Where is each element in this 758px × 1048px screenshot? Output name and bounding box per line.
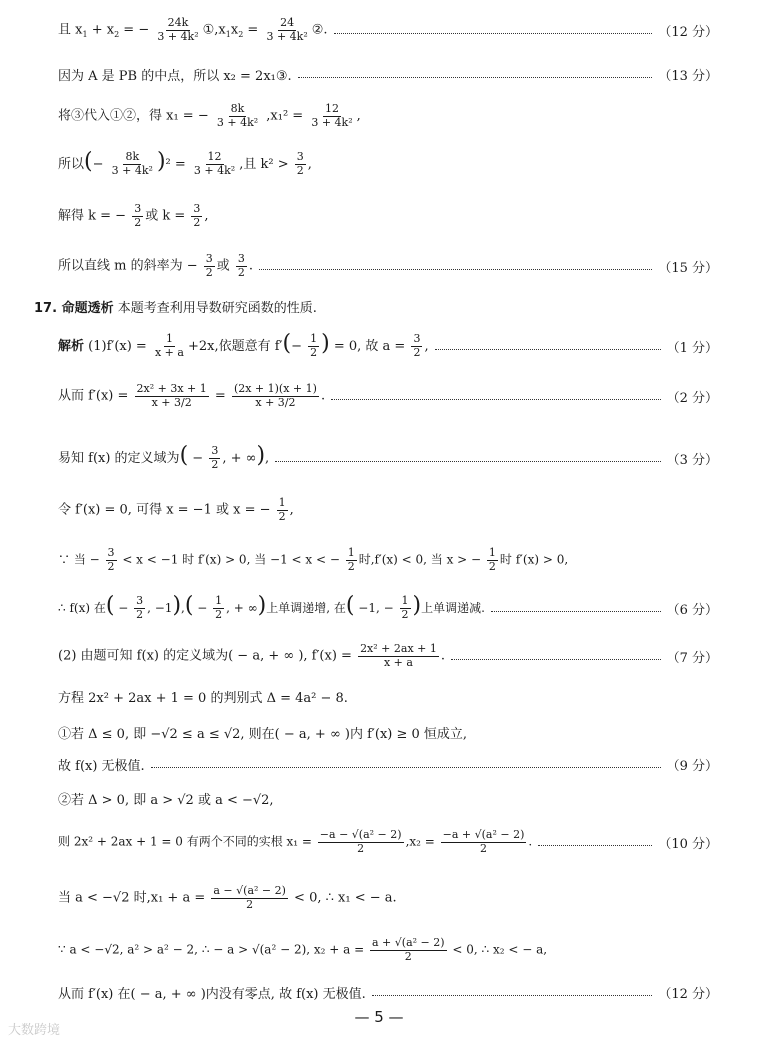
line-text: ①若 Δ ≤ 0, 即 −√2 ≤ a ≤ √2, 则在( − a, + ∞ )内 f′(x) ≥ 0 恒成立, — [58, 726, 468, 742]
solution-line-5: 解得 k = − $\frac{3}{2}$ 或 k = $\frac{3}{2}$ , — [58, 201, 209, 229]
fraction: $\frac{\text{−a + √(a² − 2)}}{2}$ — [442, 827, 525, 855]
fraction: $\frac{3}{2}$ — [193, 201, 201, 229]
dot-leader — [275, 461, 660, 462]
solution-line-3: 将③代入①②，得 x₁ = − $\frac{8k}{\text{3 + 4k²}}$ ,x₁² = $\frac{12}{\text{3 + 4k²}}$ , — [58, 101, 361, 129]
fraction: $\frac{24k}{\text{3 + 4k²}}$ — [157, 15, 199, 43]
fraction: $\frac{1}{2}$ — [310, 332, 318, 359]
watermark: 大数跨境 — [8, 1023, 61, 1038]
fraction: $\frac{3}{2}$ — [107, 545, 115, 573]
score-label: （12 分） — [658, 24, 718, 40]
text: + x — [87, 22, 115, 38]
score-label: （2 分） — [666, 390, 718, 406]
analysis-label: 解析 — [58, 338, 85, 354]
solution-line-14 — [58, 684, 718, 708]
fraction: $\frac{(2x + 1)(x + 1)}{x + 3/2}$ — [233, 381, 317, 409]
fraction: $\frac{\text{−a − √(a² − 2)}}{2}$ — [319, 827, 402, 855]
fraction: $\frac{3}{2}$ — [413, 332, 421, 359]
score-label: （6 分） — [666, 602, 718, 618]
solution-line-19: 当 a < −√2 时,x₁ + a = $\frac{\text{a − √(a² − 2)}}{2}$ < 0, ∴ x₁ < − a. — [58, 883, 397, 911]
solution-line-20: ∵ a < −√2, a² > a² − 2, ∴ − a > √(a² − 2), x₂ + a = $\frac{\text{a + √(a² − 2)}}{2}$ < 0, ∴ x₂ < − a, — [58, 935, 548, 963]
fraction: $\frac{3}{2}$ — [237, 251, 245, 279]
line-text: 因为 A 是 PB 的中点，所以 x₂ = 2x₁③. — [58, 68, 292, 84]
line-text: ②若 Δ > 0, 即 a > √2 或 a < −√2, — [58, 792, 274, 808]
subscript: 1 — [82, 30, 88, 40]
line-text: 故 f(x) 无极值. — [58, 758, 145, 774]
fraction: $\frac{\text{a − √(a² − 2)}}{2}$ — [213, 883, 286, 911]
score-label: （13 分） — [658, 68, 718, 84]
fraction: $\frac{3}{2}$ — [211, 444, 219, 471]
text: 且 x — [58, 22, 83, 38]
subscript: 2 — [114, 30, 120, 40]
solution-line-13: (2) 由题可知 f(x) 的定义域为( − a, + ∞ ), f′(x) = $\frac{\text{2x² + 2ax + 1}}{x + a}$ . （7 分） — [58, 641, 718, 669]
score-label: （9 分） — [666, 758, 718, 774]
section-title: 命题透析 — [61, 300, 114, 316]
solution-line-7: 解析 (1)f′(x) = $\frac{1}{x + a}$ +2x,依题意有 f′(− $\frac{1}{2}$ ) = 0, 故 a = $\frac{3}{2}$ , （1 分） — [58, 330, 718, 359]
text: = − — [119, 22, 154, 38]
text: ①,x — [202, 22, 226, 38]
fraction: $\frac{3}{2}$ — [296, 150, 304, 177]
score-label: （7 分） — [666, 650, 718, 666]
solution-line-4: 所以(− $\frac{8k}{\text{3 + 4k²}}$ )² = $\frac{12}{\text{3 + 4k²}}$ ,且 k² > $\frac{3}{2}$ , — [58, 148, 312, 177]
solution-line-1: 且 $x_1 + x_2$ = − $\frac{24k}{\text{3 + 4k²}}$ $①,x_1x_2$ = $\frac{24}{\text{3 + 4k²}}$ ②. （12 分） — [58, 15, 718, 43]
fraction: $\frac{\text{a + √(a² − 2)}}{2}$ — [372, 935, 445, 963]
score-label: （3 分） — [666, 452, 718, 468]
solution-line-2 — [58, 62, 718, 86]
fraction: $\frac{1}{2}$ — [347, 545, 355, 573]
solution-line-15 — [58, 720, 718, 744]
fraction: $\frac{1}{2}$ — [278, 495, 286, 523]
dot-leader — [298, 77, 653, 78]
solution-line-18: 则 2x² + 2ax + 1 = 0 有两个不同的实根 x₁ = $\frac{\text{−a − √(a² − 2)}}{2}$ ,x₂ = $\frac{\text{−a + √(a² − 2)}}{2}$ . （10 分） — [58, 827, 718, 855]
solution-line-17 — [58, 786, 718, 810]
dot-leader — [372, 995, 653, 996]
fraction: $\frac{1}{x + a}$ — [154, 332, 184, 359]
fraction: $\frac{3}{2}$ — [205, 251, 213, 279]
fraction: $\frac{1}{2}$ — [488, 545, 496, 573]
fraction: $\frac{24}{\text{3 + 4k²}}$ — [266, 15, 308, 43]
solution-line-9: 易知 f(x) 的定义域为( − $\frac{3}{2}$ , + ∞), （3 分） — [58, 442, 718, 471]
left-paren: ( — [84, 148, 93, 174]
dot-leader — [538, 845, 652, 846]
dot-leader — [151, 767, 661, 768]
right-paren: ) — [156, 148, 166, 174]
solution-line-16 — [58, 752, 718, 776]
solution-line-8: 从而 f′(x) = $\frac{\text{2x² + 3x + 1}}{x + 3/2}$ = $\frac{(2x + 1)(x + 1)}{x + 3/2}$ . （2 分） — [58, 381, 718, 409]
dot-leader — [331, 399, 661, 400]
solution-line-10: 令 f′(x) = 0, 可得 x = −1 或 x = − $\frac{1}{2}$ , — [58, 495, 294, 523]
solution-line-21 — [58, 980, 718, 1004]
fraction: $\frac{1}{2}$ — [401, 594, 409, 621]
line-text: 从而 f′(x) 在( − a, + ∞ )内没有零点, 故 f(x) 无极值. — [58, 986, 366, 1002]
dot-leader — [435, 349, 661, 350]
dot-leader — [334, 33, 653, 34]
score-label: （12 分） — [658, 986, 718, 1002]
fraction: $\frac{12}{\text{3 + 4k²}}$ — [193, 150, 236, 177]
fraction: $\frac{8k}{\text{3 + 4k²}}$ — [216, 101, 259, 129]
score-label: （1 分） — [666, 340, 718, 356]
fraction: $\frac{8k}{\text{3 + 4k²}}$ — [111, 150, 153, 177]
score-label: （15 分） — [658, 260, 718, 276]
problem-17-heading — [34, 294, 718, 318]
solution-line-12: ∴ f(x) 在( − $\frac{3}{2}$ , −1),( − $\frac{1}{2}$ , + ∞)上单调递增, 在( −1, − $\frac{1}{2}$ )上单调递减. （6 分） — [58, 592, 718, 621]
page-number: — 5 — — [354, 1008, 404, 1026]
section-text: 本题考查利用导数研究函数的性质. — [113, 300, 317, 316]
fraction: $\frac{\text{2x² + 2ax + 1}}{x + a}$ — [360, 641, 437, 669]
dot-leader — [491, 611, 661, 612]
fraction: $\frac{3}{2}$ — [134, 201, 142, 229]
problem-number: 17. — [34, 300, 62, 316]
fraction: $\frac{12}{\text{3 + 4k²}}$ — [311, 101, 353, 129]
solution-line-11: ∵ 当 − $\frac{3}{2}$ < x < −1 时 f′(x) > 0, 当 −1 < x < − $\frac{1}{2}$ 时,f′(x) < 0, 当 x > − $\frac{1}{2}$ 时 f′(x) > 0, — [58, 545, 569, 573]
fraction: $\frac{1}{2}$ — [215, 594, 223, 621]
line-text: 方程 2x² + 2ax + 1 = 0 的判别式 Δ = 4a² − 8. — [58, 690, 348, 706]
fraction: $\frac{\text{2x² + 3x + 1}}{x + 3/2}$ — [136, 381, 207, 409]
dot-leader — [259, 269, 652, 270]
solution-line-6: 所以直线 m 的斜率为 − $\frac{3}{2}$ 或 $\frac{3}{2}$ . （15 分） — [58, 251, 718, 279]
dot-leader — [451, 659, 661, 660]
score-label: （10 分） — [658, 836, 718, 852]
fraction: $\frac{3}{2}$ — [136, 594, 144, 621]
